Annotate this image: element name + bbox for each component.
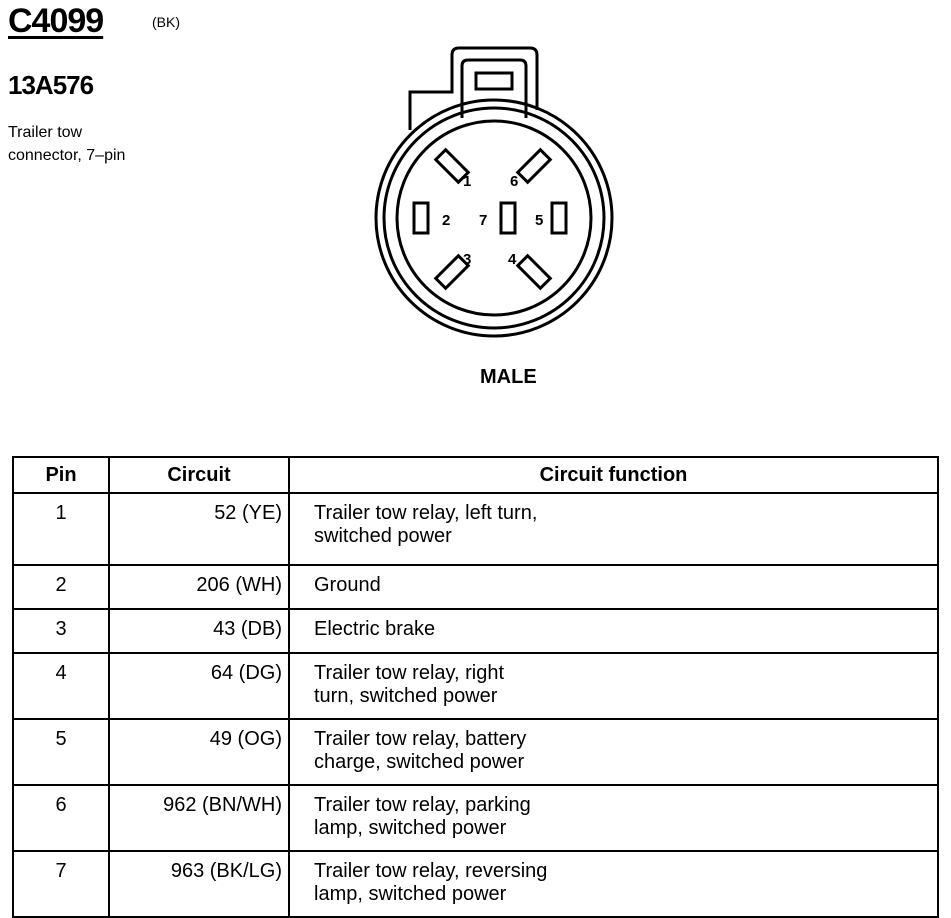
circuit-cell: 43 (DB)	[109, 609, 289, 653]
pin-cell: 5	[13, 719, 109, 785]
connector-description-line2: connector, 7–pin	[8, 147, 126, 164]
connector-color-code: (BK)	[152, 14, 180, 30]
circuit-function-cell	[289, 653, 938, 719]
pin-cell: 3	[13, 609, 109, 653]
part-number: 13A576	[8, 70, 94, 100]
circuit-function-cell	[289, 493, 938, 565]
function-line: Trailer tow relay, right	[314, 662, 505, 684]
pin-label-2: 2	[442, 212, 451, 229]
pin-label-4: 4	[508, 251, 517, 268]
table-row	[13, 609, 938, 653]
function-line: Trailer tow relay, reversing	[314, 860, 548, 882]
table-row	[13, 851, 938, 917]
connector-id: C4099	[8, 2, 104, 40]
pin-label-1: 1	[463, 173, 472, 190]
table-row	[13, 493, 938, 565]
pin-label-3: 3	[463, 251, 472, 268]
circuit-function-cell	[289, 609, 938, 653]
pin-label-5: 5	[535, 212, 544, 229]
circuit-cell: 962 (BN/WH)	[109, 785, 289, 851]
function-line: Trailer tow relay, battery	[314, 728, 527, 750]
circuit-function-cell	[289, 565, 938, 609]
column-header-circuit-function: Circuit function	[289, 457, 938, 493]
column-header-circuit: Circuit	[109, 457, 289, 493]
pin-7-terminal	[501, 203, 515, 233]
table-row	[13, 565, 938, 609]
pin-label-6: 6	[510, 173, 519, 190]
function-line: Electric brake	[314, 618, 436, 640]
pin-cell: 4	[13, 653, 109, 719]
connector-description-line1: Trailer tow	[8, 124, 83, 141]
circuit-function-cell	[289, 785, 938, 851]
table-row	[13, 785, 938, 851]
table-header-row	[13, 457, 938, 493]
table-row	[13, 719, 938, 785]
function-line: lamp, switched power	[314, 883, 507, 905]
function-line: Trailer tow relay, parking	[314, 794, 531, 816]
pin-label-7: 7	[479, 212, 488, 229]
pin-cell: 1	[13, 493, 109, 565]
connector-latch-tab	[476, 73, 512, 89]
circuit-cell: 206 (WH)	[109, 565, 289, 609]
circuit-cell: 64 (DG)	[109, 653, 289, 719]
circuit-cell: 963 (BK/LG)	[109, 851, 289, 917]
function-line: lamp, switched power	[314, 817, 507, 839]
pin-cell: 2	[13, 565, 109, 609]
function-line: Trailer tow relay, left turn,	[314, 502, 538, 524]
circuit-cell: 52 (YE)	[109, 493, 289, 565]
function-line: turn, switched power	[314, 685, 498, 707]
connector-gender-label: MALE	[480, 366, 537, 388]
function-line: charge, switched power	[314, 751, 525, 773]
pin-2-terminal	[414, 203, 428, 233]
table-row	[13, 653, 938, 719]
connector-face-diagram	[360, 40, 650, 350]
pin-5-terminal	[552, 203, 566, 233]
function-line: switched power	[314, 525, 452, 547]
circuit-function-cell	[289, 719, 938, 785]
pin-cell: 6	[13, 785, 109, 851]
column-header-pin: Pin	[13, 457, 109, 493]
circuit-function-cell	[289, 851, 938, 917]
circuit-cell: 49 (OG)	[109, 719, 289, 785]
pin-circuit-table	[12, 456, 939, 918]
function-line: Ground	[314, 574, 381, 596]
pin-cell: 7	[13, 851, 109, 917]
